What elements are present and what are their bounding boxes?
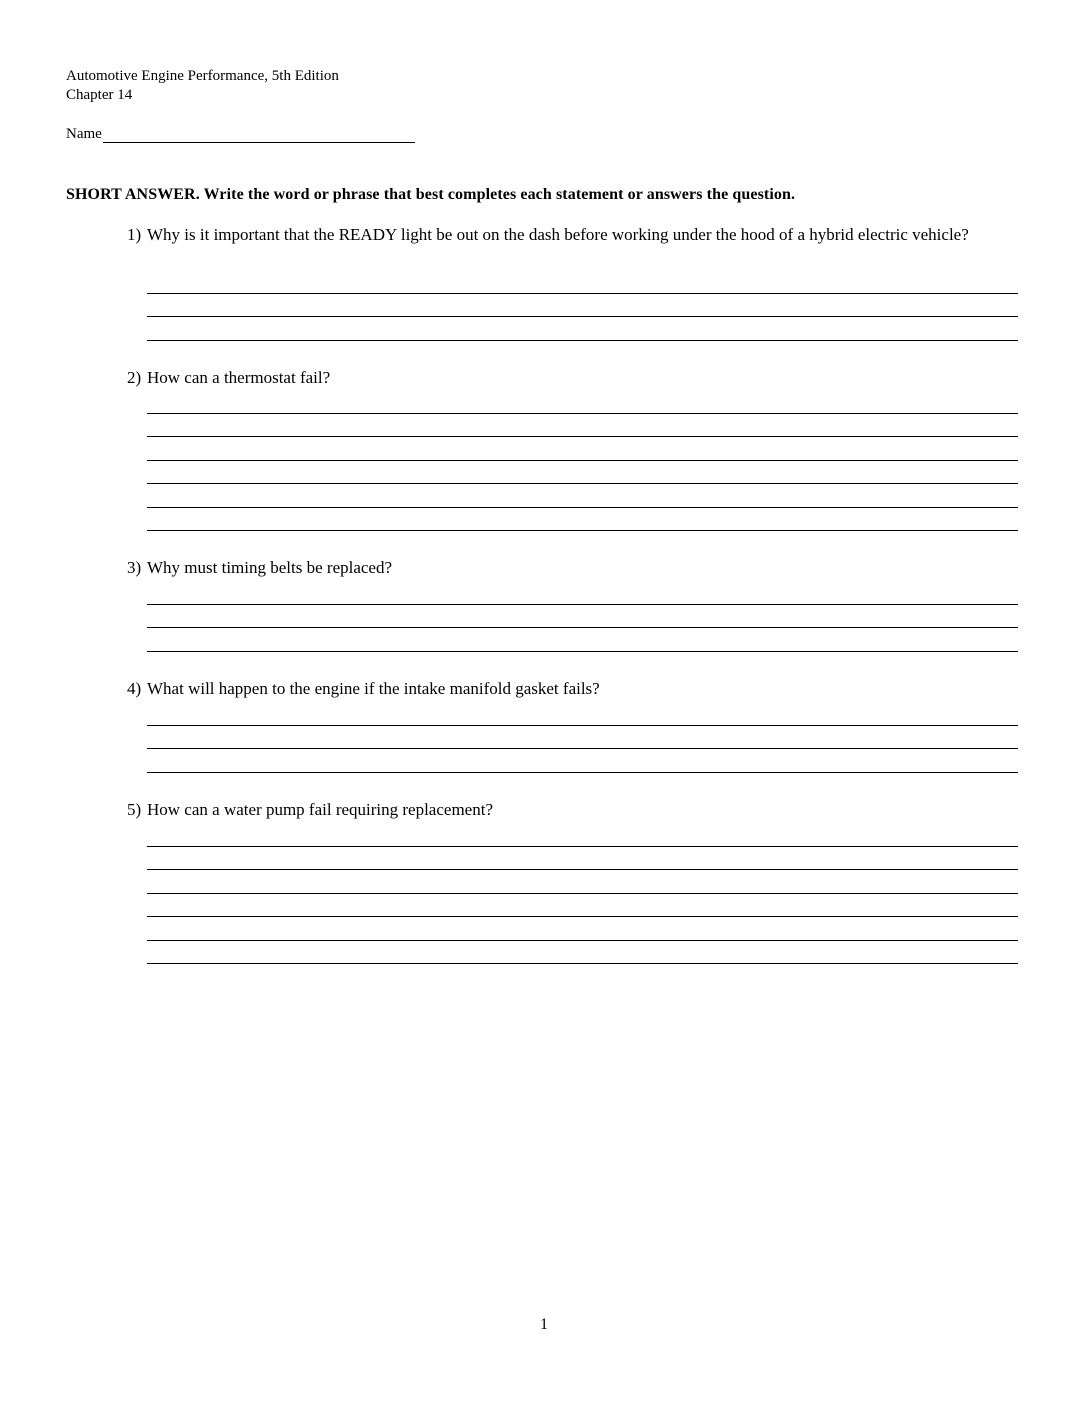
answer-line[interactable] — [147, 772, 1018, 773]
name-field — [66, 126, 415, 143]
question-text: Why must timing belts be replaced? — [147, 558, 393, 577]
answer-line[interactable] — [147, 869, 1018, 870]
question-4 — [127, 678, 1027, 700]
question-number: 1) — [127, 225, 142, 244]
answer-line[interactable] — [147, 413, 1018, 414]
book-title: Automotive Engine Performance, 5th Edition — [66, 68, 339, 84]
question-number: 2) — [127, 368, 142, 387]
question-number: 5) — [127, 800, 142, 819]
answer-line[interactable] — [147, 627, 1018, 628]
answer-line[interactable] — [147, 651, 1018, 652]
answer-line[interactable] — [147, 483, 1018, 484]
answer-line[interactable] — [147, 340, 1018, 341]
question-1 — [127, 224, 1027, 246]
answer-line[interactable] — [147, 293, 1018, 294]
name-blank-line[interactable] — [103, 126, 415, 143]
question-text: Why is it important that the READY light be out on the dash before working under the hood of a hybrid electric vehicle? — [147, 225, 969, 244]
answer-line[interactable] — [147, 940, 1018, 941]
question-text: What will happen to the engine if the intake manifold gasket fails? — [147, 679, 600, 698]
answer-line[interactable] — [147, 604, 1018, 605]
question-text: How can a thermostat fail? — [147, 368, 331, 387]
answer-line[interactable] — [147, 316, 1018, 317]
question-text: How can a water pump fail requiring replacement? — [147, 800, 493, 819]
answer-line[interactable] — [147, 725, 1018, 726]
answer-line[interactable] — [147, 436, 1018, 437]
answer-line[interactable] — [147, 893, 1018, 894]
question-5 — [127, 799, 1027, 821]
question-number: 4) — [127, 679, 142, 698]
page-number: 1 — [540, 1316, 548, 1333]
answer-line[interactable] — [147, 846, 1018, 847]
answer-line[interactable] — [147, 963, 1018, 964]
question-2 — [127, 367, 1027, 389]
answer-line[interactable] — [147, 507, 1018, 508]
section-instructions: SHORT ANSWER. Write the word or phrase that best completes each statement or answers the question. — [66, 186, 796, 203]
question-number: 3) — [127, 558, 142, 577]
chapter-label: Chapter 14 — [66, 87, 133, 103]
answer-line[interactable] — [147, 460, 1018, 461]
name-label: Name — [66, 126, 102, 142]
answer-line[interactable] — [147, 748, 1018, 749]
answer-line[interactable] — [147, 916, 1018, 917]
answer-line[interactable] — [147, 530, 1018, 531]
question-3 — [127, 557, 1027, 579]
